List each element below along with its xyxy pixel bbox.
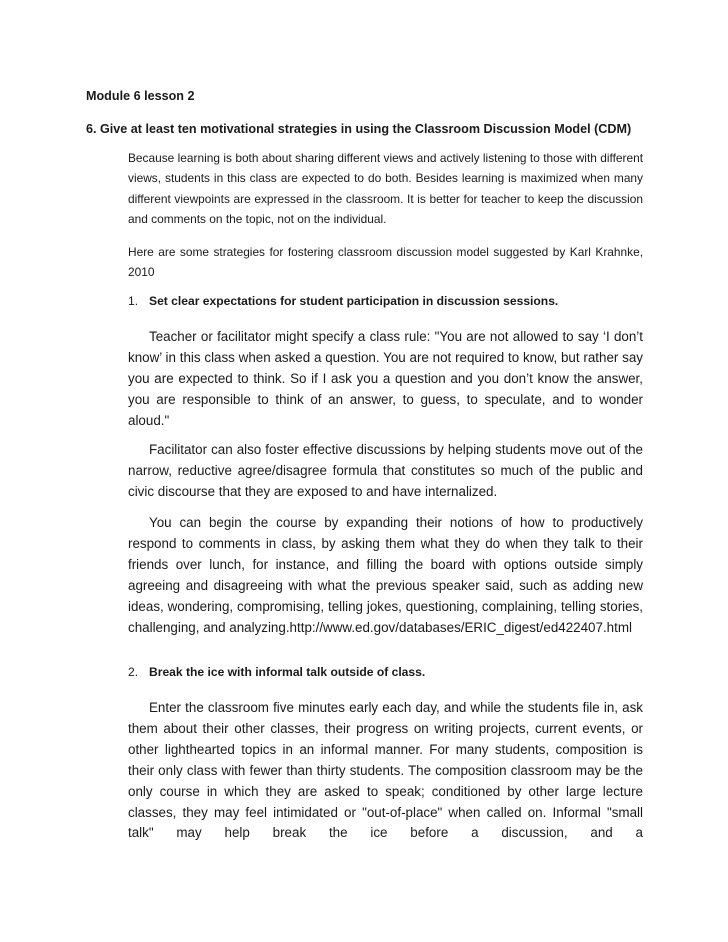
strategy-2-paragraph-1: Enter the classroom five minutes early each day, and while the students file in, ask them about their other classes, their progress on writing projects, current events, or other lighthearted topics in an informal manner. For many students, composition is their only class with fewer than thirty students. The composition classroom may be the only course in which they are asked to speak; conditioned by other large lecture classes, they may feel intimidated or "out-of-place" when called on. Informal "small talk" may help break the ice before a discussion, and a	[128, 700, 643, 841]
document-title: Module 6 lesson 2	[86, 89, 195, 103]
strategy-1-title: Set clear expectations for student participation in discussion sessions.	[149, 294, 559, 308]
strategy-1-paragraph-3: You can begin the course by expanding their notions of how to productively respond to comments in class, by asking them what they do when they talk to their friends over lunch, for instance, and filling the board with options outside simply agreeing and disagreeing with what the previous speaker said, such as adding new ideas, wondering, compromising, telling jokes, questioning, complaining, telling stories, challenging, and analyzing.http://www.ed.gov/databases/ERIC_digest/ed422407.html	[128, 515, 643, 635]
strategy-2-number: 2.	[128, 665, 139, 679]
strategy-1-paragraph-1: Teacher or facilitator might specify a class rule: "You are not allowed to say ‘I don’t know’ in this class when asked a question. You are not required to know, but rather say you are expected to think. So if I ask you a question and you don’t know the answer, you are responsible to think of an answer, to guess, to speculate, and to wonder aloud."	[128, 329, 643, 428]
strategy-2-title: Break the ice with informal talk outside of class.	[149, 665, 426, 679]
strategy-1-paragraph-2: Facilitator can also foster effective discussions by helping students move out of the narrow, reductive agree/disagree formula that constitutes so much of the public and civic discourse that they are exposed to and have internalized.	[128, 442, 643, 499]
strategy-1-number: 1.	[128, 294, 139, 308]
question-heading: 6. Give at least ten motivational strategies in using the Classroom Discussion Model (CDM)	[86, 122, 632, 136]
strategy-1-heading	[128, 294, 643, 308]
intro-paragraph-1: Because learning is both about sharing different views and actively listening to those with different views, students in this class are expected to do both. Besides learning is maximized when many different viewpoints are expressed in the classroom. It is better for teacher to keep the discussion and comments on the topic, not on the individual.	[128, 151, 643, 227]
strategy-2-heading	[128, 665, 643, 679]
intro-paragraph-2: Here are some strategies for fostering classroom discussion model suggested by Karl Krahnke, 2010	[128, 245, 643, 280]
